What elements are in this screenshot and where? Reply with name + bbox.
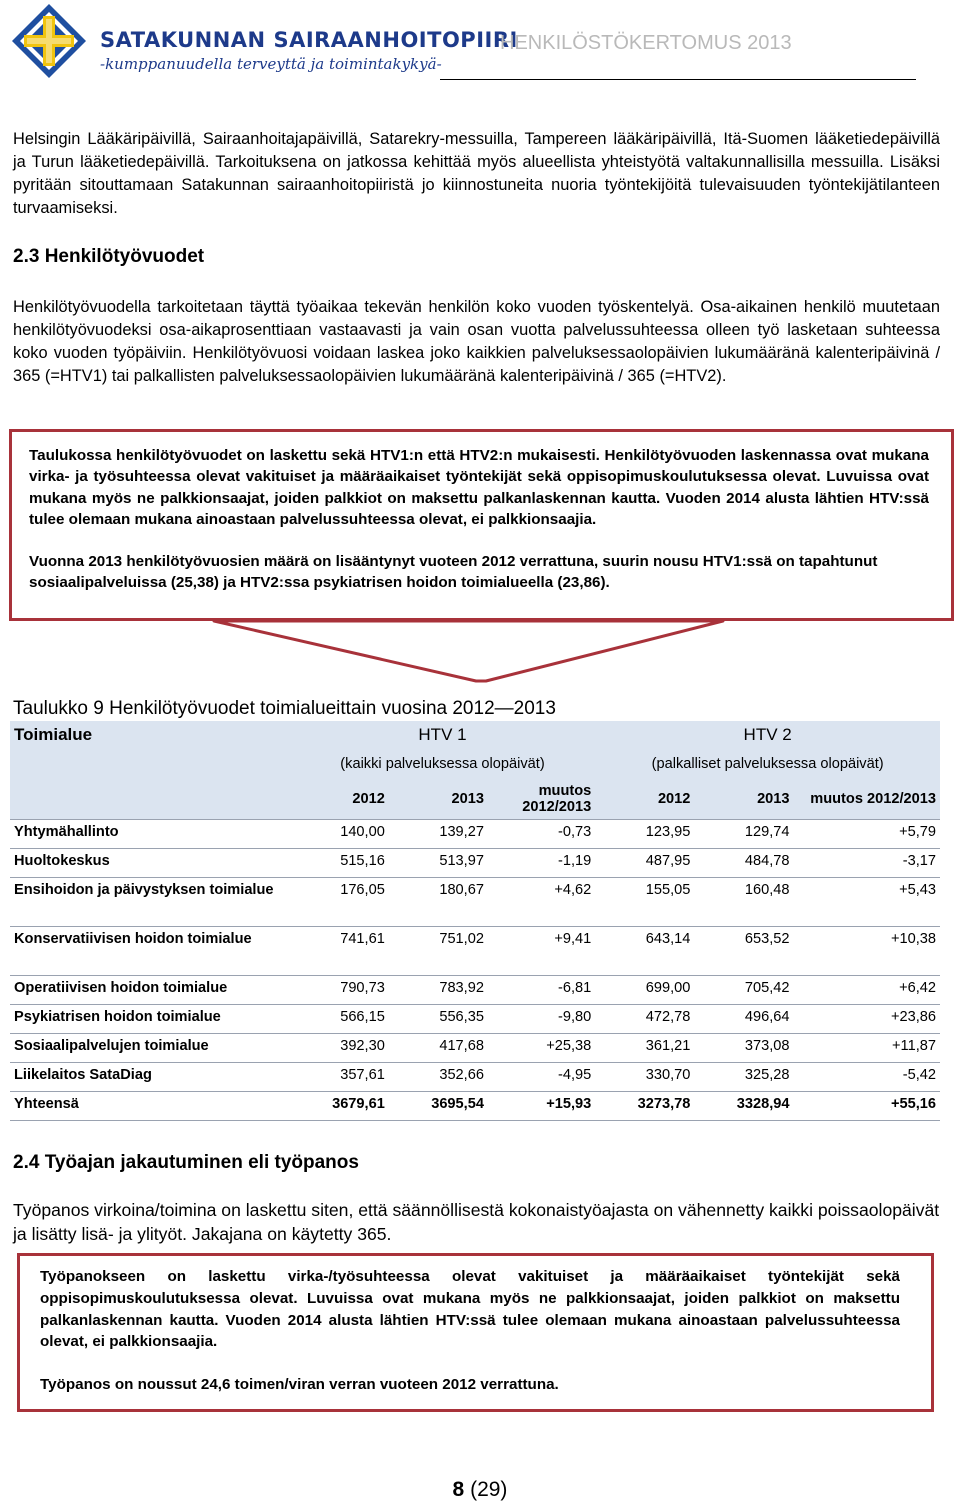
report-title: HENKILÖSTÖKERTOMUS 2013 <box>500 32 792 54</box>
column-header-2012: 2012 <box>595 779 694 820</box>
intro-paragraph: Helsingin Lääkäripäivillä, Sairaanhoitajapäivillä, Satarekry-messuilla, Tampereen lääkäripäivillä, Itä-Suomen lääketiedepäivillä ja Turun lääketiedepäivillä. Tarkoituksena on jatkossa kehittää myös alueellista yhteistyötä valtakunnallisilla messuilla. Lisäksi pyritään sitouttamaan Satakunnan sairaanhoitopiiristä jo kiinnostuneita nuoria työntekijöitä tulevaisuuden työntekijätilanteen turvaamiseksi. <box>13 130 940 217</box>
table-cell: 3273,78 <box>595 1092 694 1121</box>
organization-logo <box>10 2 88 80</box>
table-cell: 487,95 <box>595 849 694 878</box>
column-header-2013: 2013 <box>694 779 793 820</box>
table-row <box>10 927 940 976</box>
table-cell: 472,78 <box>595 1005 694 1034</box>
table-cell: 741,61 <box>290 927 389 976</box>
table-cell: 513,97 <box>389 849 488 878</box>
highlight-box-htv <box>9 429 954 621</box>
table-row <box>10 1034 940 1063</box>
table-cell: +55,16 <box>794 1092 940 1121</box>
table-cell: 139,27 <box>389 820 488 849</box>
table-cell: 699,00 <box>595 976 694 1005</box>
table-cell: -3,17 <box>794 849 940 878</box>
table-cell: +4,62 <box>488 878 595 927</box>
organization-name: SATAKUNNAN SAIRAANHOITOPIIRI <box>100 28 518 52</box>
table-cell: 790,73 <box>290 976 389 1005</box>
table-cell: +9,41 <box>488 927 595 976</box>
table-cell: 176,05 <box>290 878 389 927</box>
table-cell: 160,48 <box>694 878 793 927</box>
table-cell: +23,86 <box>794 1005 940 1034</box>
table-cell: 556,35 <box>389 1005 488 1034</box>
table-cell: +5,43 <box>794 878 940 927</box>
page-total: (29) <box>470 1478 508 1501</box>
highlight-box-text: Työpanos on noussut 24,6 toimen/viran verran vuoteen 2012 verrattuna. <box>40 1376 559 1393</box>
table-body <box>10 820 940 1121</box>
column-group-htv1: HTV 1 <box>290 721 596 749</box>
table-cell: 783,92 <box>389 976 488 1005</box>
table-cell: 484,78 <box>694 849 793 878</box>
section-heading-htv: 2.3 Henkilötyövuodet <box>13 246 205 267</box>
section-heading-tyopanos: 2.4 Työajan jakautuminen eli työpanos <box>13 1152 359 1173</box>
column-header-muutos: muutos 2012/2013 <box>488 779 595 820</box>
table-row <box>10 878 940 927</box>
page-current: 8 <box>452 1478 465 1501</box>
table-cell: 129,74 <box>694 820 793 849</box>
highlight-box-tyopanos <box>17 1253 934 1412</box>
htv1-description: (kaikki palveluksessa olopäivät) <box>290 749 596 779</box>
column-header-toimialue: Toimialue <box>10 721 290 749</box>
table-cell: +10,38 <box>794 927 940 976</box>
row-label: Huoltokeskus <box>10 849 290 878</box>
tyopanos-paragraph: Työpanos virkoina/toimina on laskettu siten, että säännöllisestä kokonaistyöajasta on vähennetty kaikki poissaolopäivät ja lisätty lisä- ja ylityöt. Jakajana on käytetty 365. <box>13 1200 940 1244</box>
table-cell: -9,80 <box>488 1005 595 1034</box>
table-cell: 155,05 <box>595 878 694 927</box>
table-caption: Taulukko 9 Henkilötyövuodet toimialueittain vuosina 2012—2013 <box>13 698 556 719</box>
row-label: Yhtymähallinto <box>10 820 290 849</box>
table-cell: 643,14 <box>595 927 694 976</box>
table-cell: 515,16 <box>290 849 389 878</box>
highlight-box-text: Vuonna 2013 henkilötyövuosien määrä on lisääntynyt vuoteen 2012 verrattuna, suurin nousu HTV1:ssä on tapahtunut sosiaalipalveluissa (25,38) ja HTV2:ssa psykiatrisen hoidon toimialueella (23,86). <box>29 553 878 592</box>
column-header-2012: 2012 <box>290 779 389 820</box>
table-cell: +25,38 <box>488 1034 595 1063</box>
column-group-htv2: HTV 2 <box>595 721 940 749</box>
row-label: Liikelaitos SataDiag <box>10 1063 290 1092</box>
table-header-row <box>10 721 940 749</box>
table-row <box>10 1063 940 1092</box>
column-header-2013: 2013 <box>389 779 488 820</box>
table-row <box>10 1092 940 1121</box>
row-label: Operatiivisen hoidon toimialue <box>10 976 290 1005</box>
table-row <box>10 849 940 878</box>
table-cell: 180,67 <box>389 878 488 927</box>
table-cell: +11,87 <box>794 1034 940 1063</box>
table-cell: -5,42 <box>794 1063 940 1092</box>
table-header-row <box>10 779 940 820</box>
table-cell: 373,08 <box>694 1034 793 1063</box>
row-label: Ensihoidon ja päivystyksen toimialue <box>10 878 290 927</box>
table-cell: 653,52 <box>694 927 793 976</box>
table-cell: 123,95 <box>595 820 694 849</box>
table-cell: 140,00 <box>290 820 389 849</box>
table-cell: -0,73 <box>488 820 595 849</box>
page-number <box>0 1478 960 1502</box>
table-cell: 357,61 <box>290 1063 389 1092</box>
table-cell: 496,64 <box>694 1005 793 1034</box>
table-cell: 352,66 <box>389 1063 488 1092</box>
htv-definition-paragraph: Henkilötyövuodella tarkoitetaan täyttä työaikaa tekevän henkilön koko vuoden työskentelyä. Osa-aikainen henkilö muutetaan henkilötyövuodeksi osa-aikaprosenttiaan vastaavasti ja vain osan vuotta palvelussuhteessa olleen työ lasketaan suhteessa koko vuoden työpäiviin. Henkilötyövuosi voidaan laskea joko kaikkien palveluksessaolopäivien lukumääränä kalenteripäivinä / 365 (=HTV1) tai palkallisten palveluksessaolopäivien lukumääränä kalenteripäivinä / 365 (=HTV2). <box>13 298 940 385</box>
table-cell: 705,42 <box>694 976 793 1005</box>
table-row <box>10 976 940 1005</box>
organization-tagline: -kumppanuudella terveyttä ja toimintakykyä- <box>100 55 442 73</box>
table-cell: 330,70 <box>595 1063 694 1092</box>
table-cell: 392,30 <box>290 1034 389 1063</box>
table-cell: 3695,54 <box>389 1092 488 1121</box>
highlight-box-text: Työpanokseen on laskettu virka-/työsuhteessa olevat vakituiset ja määräaikaiset työntekijät sekä oppisopimuskoulutuksessa olevat. Luvuissa ovat mukana myös ne palkkionsaajat, joiden palkkiot on maksettu palkanlaskennan kautta. Vuoden 2014 alusta lähtien HTV:ssä tulee olemaan mukana ainoastaan palvelussuhteessa olevat, ei palkkionsaajia. <box>40 1268 900 1351</box>
table-cell: -1,19 <box>488 849 595 878</box>
table-cell: 566,15 <box>290 1005 389 1034</box>
table-cell: 3679,61 <box>290 1092 389 1121</box>
htv2-description: (palkalliset palveluksessa olopäivät) <box>595 749 940 779</box>
table-cell: -4,95 <box>488 1063 595 1092</box>
table-header-row <box>10 749 940 779</box>
table-cell: 325,28 <box>694 1063 793 1092</box>
table-cell: 417,68 <box>389 1034 488 1063</box>
row-label: Psykiatrisen hoidon toimialue <box>10 1005 290 1034</box>
row-label: Konservatiivisen hoidon toimialue <box>10 927 290 976</box>
table-cell: +5,79 <box>794 820 940 849</box>
table-cell: +15,93 <box>488 1092 595 1121</box>
table-cell: -6,81 <box>488 976 595 1005</box>
table-row <box>10 1005 940 1034</box>
header-divider <box>440 79 916 80</box>
column-header-muutos: muutos 2012/2013 <box>794 779 940 820</box>
table-row <box>10 820 940 849</box>
htv-table <box>10 721 940 1121</box>
table-cell: 3328,94 <box>694 1092 793 1121</box>
table-cell: +6,42 <box>794 976 940 1005</box>
highlight-box-text: Taulukossa henkilötyövuodet on laskettu sekä HTV1:n että HTV2:n mukaisesti. Henkilötyövuoden laskennassa ovat mukana virka- ja työsuhteessa olevat vakituiset ja määräaikaiset työntekijät sekä oppisopimuskoulutuksessa olevat. Luvuissa ovat mukana myös ne palkkionsaajat, joiden palkkiot on maksettu palkanlaskennan kautta. Vuoden 2014 alusta lähtien HTV:ssä tulee olemaan mukana ainoastaan palvelussuhteessa olevat, ei palkkionsaajia. <box>29 447 929 529</box>
row-label: Yhteensä <box>10 1092 290 1121</box>
table-cell: 361,21 <box>595 1034 694 1063</box>
table-cell: 751,02 <box>389 927 488 976</box>
row-label: Sosiaalipalvelujen toimialue <box>10 1034 290 1063</box>
